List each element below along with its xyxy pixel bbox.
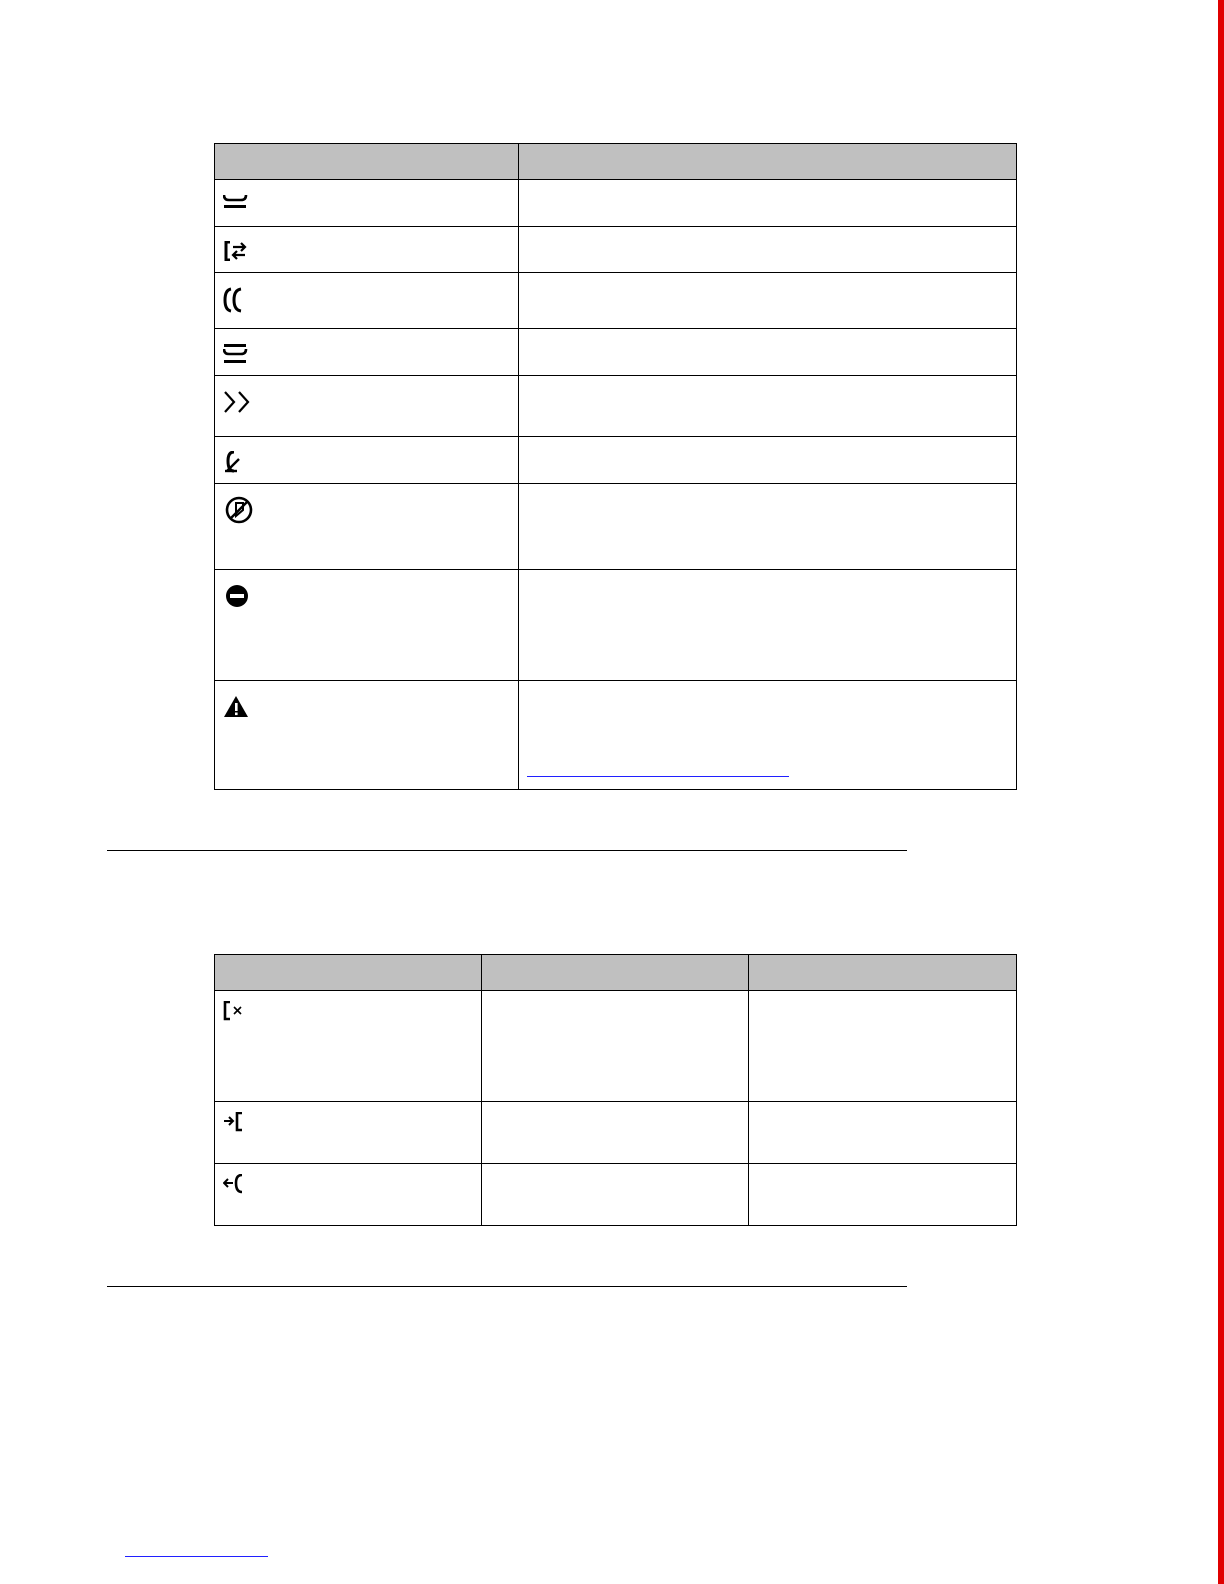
double-chevron-right-icon — [223, 390, 253, 416]
table-row — [215, 570, 1017, 681]
table-row — [215, 273, 1017, 329]
table-cell — [749, 1102, 1017, 1164]
icon-cell — [215, 484, 519, 570]
handset-hook-icon — [223, 194, 249, 210]
table-row — [215, 227, 1017, 273]
table-row — [215, 180, 1017, 227]
table-row — [215, 1102, 1017, 1164]
handset-stack-icon — [223, 343, 249, 365]
table-cell — [481, 1102, 749, 1164]
mute-off-icon — [223, 496, 257, 524]
cross-reference-link[interactable] — [527, 776, 789, 777]
icon-cell — [215, 991, 482, 1102]
icon-cell — [215, 273, 519, 329]
table-row — [215, 1164, 1017, 1226]
missed-call-icon — [223, 1001, 249, 1021]
table-header-row — [215, 955, 1017, 991]
description-cell — [519, 273, 1017, 329]
icon-cell — [215, 180, 519, 227]
description-cell — [519, 329, 1017, 376]
icon-cell — [215, 681, 519, 790]
header-icon-column — [215, 955, 482, 991]
table-cell — [749, 991, 1017, 1102]
incoming-call-icon — [223, 1112, 251, 1132]
call-forward-icon — [223, 241, 249, 261]
icon-cell — [215, 1102, 482, 1164]
icon-cell — [215, 570, 519, 681]
table-row — [215, 484, 1017, 570]
table-cell — [481, 991, 749, 1102]
table-row — [215, 991, 1017, 1102]
warning-icon — [223, 695, 253, 719]
table-row — [215, 329, 1017, 376]
icon-cell — [215, 437, 519, 484]
header-description-column — [519, 144, 1017, 180]
icon-cell — [215, 1164, 482, 1226]
description-cell — [519, 376, 1017, 437]
header-second-column — [481, 955, 749, 991]
section-divider — [107, 1286, 907, 1287]
description-cell — [519, 437, 1017, 484]
description-cell — [519, 570, 1017, 681]
header-icon-column — [215, 144, 519, 180]
description-cell — [519, 484, 1017, 570]
description-cell — [519, 227, 1017, 273]
outgoing-call-icon — [223, 1174, 251, 1194]
status-icon-table — [214, 143, 1017, 790]
section-divider — [107, 850, 907, 851]
table-row — [215, 681, 1017, 790]
call-pickup-icon — [223, 451, 249, 473]
icon-cell — [215, 376, 519, 437]
table-cell — [749, 1164, 1017, 1226]
call-ringing-icon — [223, 287, 249, 313]
icon-cell — [215, 329, 519, 376]
footer-link[interactable] — [125, 1556, 268, 1557]
icon-cell — [215, 227, 519, 273]
call-log-icon-table — [214, 954, 1017, 1226]
table-row — [215, 437, 1017, 484]
description-cell — [519, 180, 1017, 227]
table-row — [215, 376, 1017, 437]
table-header-row — [215, 144, 1017, 180]
do-not-disturb-icon — [223, 584, 253, 608]
header-third-column — [749, 955, 1017, 991]
page-edge-bar — [1218, 0, 1224, 1584]
description-cell — [519, 681, 1017, 790]
table-cell — [481, 1164, 749, 1226]
